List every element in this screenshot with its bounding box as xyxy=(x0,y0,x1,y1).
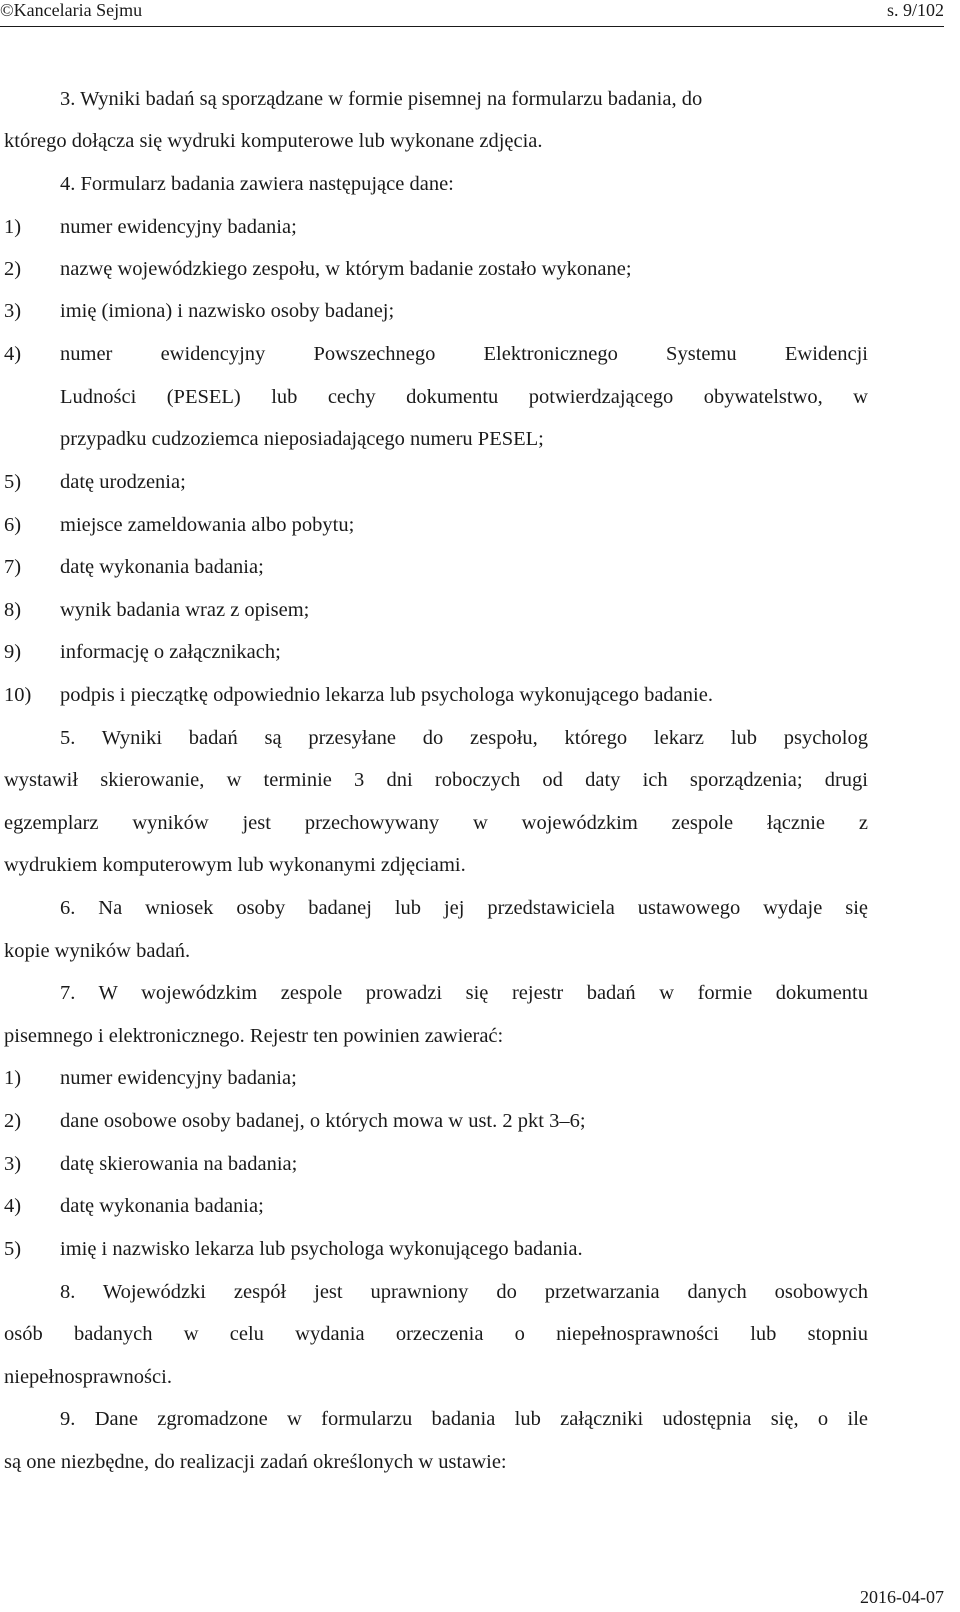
list-item-number: 8) xyxy=(4,599,22,621)
list-item-number: 10) xyxy=(4,684,32,706)
list-item-number: 7) xyxy=(4,556,22,578)
list-item-number: 2) xyxy=(4,258,22,280)
copyright-text: ©Kancelaria Sejmu xyxy=(0,0,143,20)
paragraph-8-line-2: osób badanych w celu wydania orzeczenia o niepełnosprawności lub stopniu xyxy=(4,1323,868,1345)
paragraph-6-line-2: kopie wyników badań. xyxy=(4,940,191,962)
paragraph-5-line-3: egzemplarz wyników jest przechowywany w wojewódzkim zespole łącznie z xyxy=(4,812,868,834)
list-item-number: 4) xyxy=(4,1195,22,1217)
list-item-number: 4) xyxy=(4,343,22,365)
list-item-number: 1) xyxy=(4,216,22,238)
list-item-text: nazwę wojewódzkiego zespołu, w którym badanie zostało wykonane; xyxy=(60,258,632,280)
page-number: s. 9/102 xyxy=(886,0,944,20)
list-item xyxy=(4,1193,264,1219)
header-divider xyxy=(0,26,944,27)
list-item xyxy=(4,639,281,665)
list-item-text: numer ewidencyjny Powszechnego Elektronicznego Systemu Ewidencji xyxy=(60,343,868,365)
paragraph-7-line-2: pisemnego i elektronicznego. Rejestr ten powinien zawierać: xyxy=(4,1025,504,1047)
list-item-continuation: Ludności (PESEL) lub cechy dokumentu potwierdzającego obywatelstwo, w xyxy=(60,386,868,408)
list-item xyxy=(4,1065,297,1091)
list-item-number: 1) xyxy=(4,1067,22,1089)
paragraph-9-line-2: są one niezbędne, do realizacji zadań określonych w ustawie: xyxy=(4,1451,507,1473)
list-item-number: 5) xyxy=(4,471,22,493)
list-item-text: datę urodzenia; xyxy=(60,471,186,493)
footer-date: 2016-04-07 xyxy=(860,1587,944,1607)
list-item-number: 5) xyxy=(4,1238,22,1260)
list-item-text: podpis i pieczątkę odpowiednio lekarza lub psychologa wykonującego badanie. xyxy=(60,684,713,706)
list-item-text: datę wykonania badania; xyxy=(60,1195,264,1217)
list-item xyxy=(4,1108,586,1134)
list-item xyxy=(4,298,394,324)
list-item-text: datę skierowania na badania; xyxy=(60,1153,298,1175)
list-item-text: wynik badania wraz z opisem; xyxy=(60,599,310,621)
paragraph-5-line-4: wydrukiem komputerowym lub wykonanymi zdjęciami. xyxy=(4,854,466,876)
paragraph-9-line-1: 9. Dane zgromadzone w formularzu badania lub załączniki udostępnia się, o ile xyxy=(60,1408,868,1430)
list-item-number: 3) xyxy=(4,1153,22,1175)
page-header xyxy=(0,0,960,28)
list-item xyxy=(4,256,632,282)
paragraph-8-line-3: niepełnosprawności. xyxy=(4,1366,172,1388)
list-item-number: 6) xyxy=(4,514,22,536)
paragraph-4-intro: 4. Formularz badania zawiera następujące dane: xyxy=(60,173,454,195)
list-item-text: numer ewidencyjny badania; xyxy=(60,216,297,238)
paragraph-5-line-1: 5. Wyniki badań są przesyłane do zespołu, którego lekarz lub psycholog xyxy=(60,727,868,749)
list-item xyxy=(4,214,297,240)
list-item-number: 9) xyxy=(4,641,22,663)
paragraph-5-line-2: wystawił skierowanie, w terminie 3 dni roboczych od daty ich sporządzenia; drugi xyxy=(4,769,868,791)
list-item-continuation: przypadku cudzoziemca nieposiadającego numeru PESEL; xyxy=(60,428,544,450)
list-item-text: numer ewidencyjny badania; xyxy=(60,1067,297,1089)
paragraph-7-line-1: 7. W wojewódzkim zespole prowadzi się rejestr badań w formie dokumentu xyxy=(60,982,868,1004)
list-item xyxy=(4,554,264,580)
list-item-text: dane osobowe osoby badanej, o których mowa w ust. 2 pkt 3–6; xyxy=(60,1110,586,1132)
list-item-number: 2) xyxy=(4,1110,22,1132)
list-item xyxy=(4,341,868,367)
list-item xyxy=(4,1236,583,1262)
list-item-text: miejsce zameldowania albo pobytu; xyxy=(60,514,355,536)
paragraph-3-line-1: 3. Wyniki badań są sporządzane w formie pisemnej na formularzu badania, do xyxy=(60,88,703,110)
list-item xyxy=(4,512,354,538)
paragraph-8-line-1: 8. Wojewódzki zespół jest uprawniony do przetwarzania danych osobowych xyxy=(60,1281,868,1303)
paragraph-6-line-1: 6. Na wniosek osoby badanej lub jej przedstawiciela ustawowego wydaje się xyxy=(60,897,868,919)
list-item-text: datę wykonania badania; xyxy=(60,556,264,578)
list-item-text: imię (imiona) i nazwisko osoby badanej; xyxy=(60,300,395,322)
list-item xyxy=(4,682,713,708)
list-item xyxy=(4,597,309,623)
list-item-text: informację o załącznikach; xyxy=(60,641,281,663)
paragraph-3-line-2: którego dołącza się wydruki komputerowe lub wykonane zdjęcia. xyxy=(4,130,543,152)
list-item-number: 3) xyxy=(4,300,22,322)
list-item xyxy=(4,1151,297,1177)
list-item xyxy=(4,469,186,495)
list-item-text: imię i nazwisko lekarza lub psychologa wykonującego badania. xyxy=(60,1238,583,1260)
